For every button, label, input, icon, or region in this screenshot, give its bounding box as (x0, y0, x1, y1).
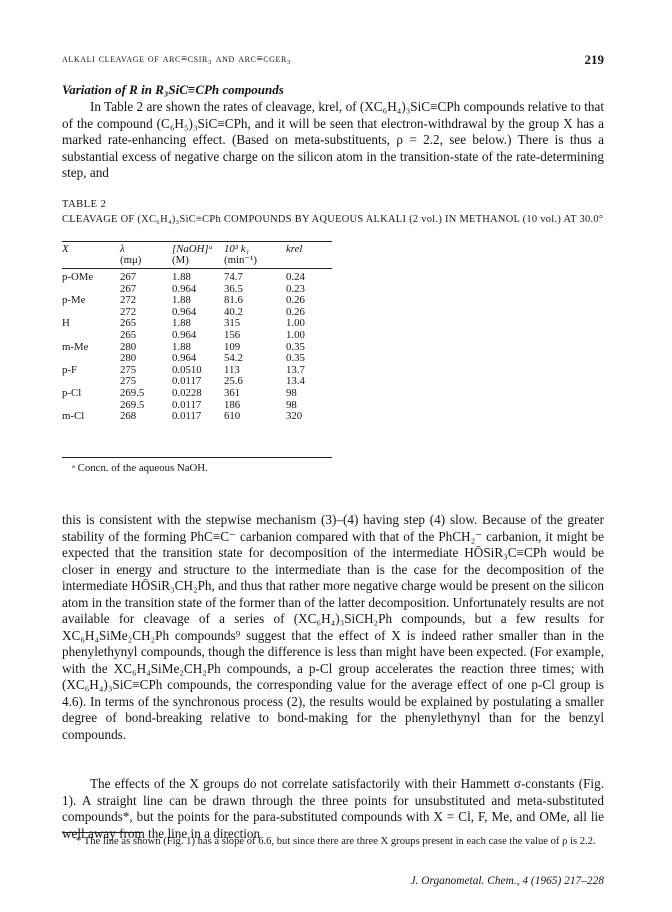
cell-krel: 0.26 (286, 305, 305, 318)
table-units-row (62, 255, 332, 266)
cell-x: p-Cl (62, 386, 82, 399)
cell-lambda: 280 (120, 352, 137, 365)
cell-lambda: 272 (120, 294, 137, 307)
table-row (62, 353, 332, 365)
unit-lambda: (mμ) (120, 254, 142, 266)
cell-naoh: 0.0117 (172, 375, 202, 388)
header-naoh: [NaOH]ᵃ (172, 243, 213, 255)
running-head: alkali cleavage of arc≡csir₃ and arc≡cger₃ (62, 53, 292, 65)
table-caption: TABLE 2 (62, 199, 107, 210)
cell-krel: 0.26 (286, 294, 305, 307)
cell-k1: 36.5 (224, 282, 243, 295)
cell-krel: 0.35 (286, 352, 305, 365)
cell-lambda: 267 (120, 271, 137, 283)
cell-krel: 13.7 (286, 363, 305, 376)
cell-lambda: 265 (120, 328, 137, 341)
cell-k1: 610 (224, 410, 241, 423)
cell-naoh: 1.88 (172, 271, 191, 283)
cell-naoh: 0.0117 (172, 398, 202, 411)
cell-x: H (62, 317, 70, 330)
section-title: Variation of R in R₃SiC≡CPh compounds (62, 82, 284, 97)
cell-krel: 0.35 (286, 340, 305, 353)
paragraph-3-text: The effects of the X groups do not correlate satisfactorily with their Hammett σ-constants (Fig. 1). A straight line can be drawn through the three points for unsubstituted and meta-substituted compounds*, but the points for the para-substituted compounds with X = Cl, F, Me, and OMe, all lie well away from the line in a direction (62, 776, 604, 841)
table-row (62, 266, 332, 284)
header-lambda: λ (120, 243, 125, 255)
cell-k1: 186 (224, 398, 241, 411)
cell-krel: 0.24 (286, 271, 305, 283)
table-row (62, 330, 332, 342)
cell-k1: 361 (224, 386, 241, 399)
cell-lambda: 269.5 (120, 398, 145, 411)
journal-reference: J. Organometal. Chem., 4 (1965) 217–228 (410, 875, 604, 887)
cell-naoh: 1.88 (172, 294, 191, 307)
cell-k1: 109 (224, 340, 241, 353)
unit-k1: (min⁻¹) (224, 254, 257, 266)
cell-krel: 320 (286, 410, 303, 423)
cell-krel: 13.4 (286, 375, 305, 388)
cell-lambda: 265 (120, 317, 137, 330)
cell-x: p-OMe (62, 271, 94, 283)
cell-x: m-Me (62, 340, 89, 353)
cell-lambda: 275 (120, 363, 137, 376)
table-bottom-rule (62, 457, 332, 458)
cell-naoh: 0.964 (172, 328, 197, 341)
cell-x (62, 330, 120, 342)
cell-k1: 25.6 (224, 375, 243, 388)
table-footnote: ᵃ Concn. of the aqueous NaOH. (72, 462, 208, 474)
paragraph-2 (62, 512, 604, 743)
paragraph-1-text: In Table 2 are shown the rates of cleavage, krel, of (XC₆H₄)₃SiC≡CPh compounds relative to that of the compound (C₆H₅)₃SiC≡CPh, and it will be seen that electron-withdrawal by the group X has a marked rate-enhancing effect. (Based on meta-substituents, ρ = 2.2, see below.) There is thus a substantial excess of negative charge on the silicon atom in the transition-state of the rate-determining step, and (62, 99, 604, 180)
cell-x: m-Cl (62, 410, 85, 423)
header-krel: krel (286, 243, 303, 255)
page-header (62, 53, 604, 69)
paragraph-3 (62, 776, 604, 842)
cell-x (62, 307, 120, 319)
table-row (62, 411, 332, 423)
cell-krel: 0.23 (286, 282, 305, 295)
cell-naoh: 0.964 (172, 352, 197, 365)
cell-lambda: 269.5 (120, 386, 145, 399)
cell-k1: 315 (224, 317, 241, 330)
cell-k1: 54.2 (224, 352, 243, 365)
cell-naoh: 0.964 (172, 282, 197, 295)
header-k1: 10³ k₁ (224, 243, 250, 255)
unit-naoh: (M) (172, 254, 189, 266)
cell-naoh: 1.88 (172, 340, 191, 353)
cell-lambda: 275 (120, 375, 137, 388)
header-x: X (62, 243, 69, 255)
table-header-row (62, 244, 332, 255)
cell-x: p-F (62, 363, 77, 376)
cell-k1: 74.7 (224, 271, 243, 283)
cell-naoh: 0.0510 (172, 363, 202, 376)
page-number: 219 (584, 52, 604, 67)
table-row (62, 388, 332, 400)
data-table (62, 244, 332, 423)
footnote-rule (62, 832, 142, 833)
cell-naoh: 0.0117 (172, 410, 202, 423)
cell-lambda: 267 (120, 282, 137, 295)
cell-krel: 98 (286, 398, 297, 411)
cell-k1: 113 (224, 363, 240, 376)
unit-x (62, 255, 120, 266)
table-title: CLEAVAGE OF (XC₆H₄)₃SiC≡CPh COMPOUNDS BY AQUEOUS ALKALI (2 vol.) IN METHANOL (10 vol.) AT 30.0° (62, 214, 604, 225)
cell-krel: 1.00 (286, 317, 305, 330)
cell-k1: 81.6 (224, 294, 243, 307)
unit-krel (286, 255, 332, 266)
paragraph-1 (62, 99, 604, 182)
cell-naoh: 1.88 (172, 317, 191, 330)
cell-lambda: 268 (120, 410, 137, 423)
cell-krel: 1.00 (286, 328, 305, 341)
cell-naoh: 0.0228 (172, 386, 202, 399)
table-top-rule (62, 241, 332, 242)
cell-lambda: 280 (120, 340, 137, 353)
cell-k1: 156 (224, 328, 241, 341)
cell-krel: 98 (286, 386, 297, 399)
cell-k1: 40.2 (224, 305, 243, 318)
paragraph-2-text: this is consistent with the stepwise mechanism (3)–(4) having step (4) slow. Because of the greater stability of the forming PhC≡C⁻ carbanion compared with that of the PhCH₂⁻ carbanion, it might be expected that the transition state for decomposition of the intermediate HŌSiR₃C≡CPh would be closer in energy and structure to the intermediate than is the case for the decomposition of the intermediate HŌSiR₃CH₂Ph, and thus that rather more negative charge would be present on the silicon atom in the transition state of the former than of the latter decomposition. Unfortunately results are not available for cleavage of a series of (XC₆H₄)₃SiCH₂Ph compounds, but a few results for XC₆H₄SiMe₂CH₂Ph compounds⁹ suggest that the effect of X is indeed rather smaller than in the phenylethynyl compounds, though the difference is less than might have been expected. (For example, with the XC₆H₄SiMe₂CH₂Ph compounds, a p-Cl group accelerates the reaction three times; with (XC₆H₄)₃SiC≡CPh compounds, the corresponding value for the average effect of one p-Cl group is 4.6). In terms of the synchronous process (2), the results would be explained by postulating a smaller degree of bond-breaking relative to bond-making for the phenylethynyl than for the benzyl compounds. (62, 512, 604, 742)
page-footnote: * The line as shown (Fig. 1) has a slope of 6.6, but since there are three X groups present in each case the value of ρ is 2.2. (76, 836, 596, 847)
cell-x: p-Me (62, 294, 86, 307)
cell-x (62, 353, 120, 365)
cell-lambda: 272 (120, 305, 137, 318)
cell-naoh: 0.964 (172, 305, 197, 318)
